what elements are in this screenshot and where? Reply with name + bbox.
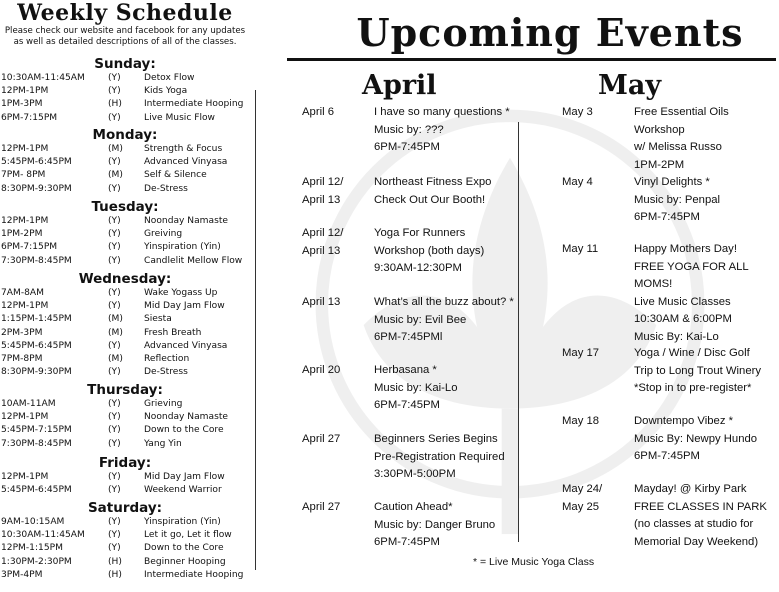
class-row [0,484,250,497]
class-row [0,398,250,411]
class-type: (Y) [108,543,121,554]
class-name: Fresh Breath [144,327,202,338]
class-name: Intermediate Hooping [144,99,244,110]
may-heading: May [598,70,662,101]
day-heading: Sunday: [94,56,156,72]
event-description: Yoga For Runners Workshop (both days) 9:30AM-12:30PM [374,227,485,274]
class-time: 7PM-8PM [1,354,43,364]
class-time: 5:45PM-6:45PM [1,340,72,351]
class-time: 8:30PM-9:30PM [1,367,72,378]
class-type: (Y) [108,216,121,226]
event-date: May 18 [562,415,600,427]
day-heading: Monday: [92,127,158,143]
class-type: (Y) [108,242,121,253]
class-row [0,569,250,582]
class-row [0,313,250,326]
event-date: May 4 [562,176,593,188]
class-row [0,241,250,254]
class-time: 10AM-11AM [1,399,56,409]
class-time: 12PM-1PM [1,472,49,482]
event-date: April 20 [302,364,341,376]
class-time: 6PM-7:15PM [1,242,58,253]
class-time: 5:45PM-7:15PM [1,425,72,436]
class-time: 7AM-8AM [1,288,44,298]
class-row [0,424,250,437]
event-date: April 6 [302,106,335,118]
class-name: Live Music Flow [144,112,215,123]
class-time: 1:15PM-1:45PM [1,314,72,325]
class-type: (M) [108,354,123,364]
class-row [0,98,250,111]
class-name: Wake Yogass Up [144,288,218,298]
class-row [0,85,250,98]
class-row [0,183,250,196]
class-name: Kids Yoga [144,86,188,97]
class-name: Down to the Core [144,543,224,554]
class-row [0,287,250,300]
april-heading: April [362,70,437,101]
class-time: 7PM- 8PM [1,170,46,181]
day-heading: Saturday: [87,500,163,516]
class-type: (Y) [108,472,121,482]
class-type: (H) [108,99,122,110]
class-type: (Y) [108,485,121,496]
class-row [0,529,250,542]
class-time: 12PM-1PM [1,301,49,312]
class-name: Beginner Hooping [144,556,226,567]
class-row [0,353,250,366]
class-time: 5:45PM-6:45PM [1,157,72,168]
class-row [0,169,250,182]
event-description: Beginners Series Begins Pre-Registration Required 3:30PM-5:00PM [374,433,505,480]
event-date: May 3 [562,106,593,118]
event-description: Caution Ahead* Music by: Danger Bruno 6PM-7:45PM [374,501,496,548]
footnote: * = Live Music Yoga Class [473,556,595,568]
day-heading: Tuesday: [91,199,159,215]
class-name: Noonday Namaste [144,412,229,423]
class-name: Candlelit Mellow Flow [144,255,243,266]
class-name: Greiving [144,229,183,240]
class-time: 1:30PM-2:30PM [1,556,72,567]
class-type: (M) [108,314,123,325]
class-time: 2PM-3PM [1,327,43,338]
event-description: Northeast Fitness Expo Check Out Our Booth! [374,176,492,206]
class-row [0,516,250,529]
class-type: (M) [108,144,123,154]
class-name: Down to the Core [144,425,224,436]
class-row [0,255,250,268]
class-name: Mid Day Jam Flow [144,301,225,312]
class-row [0,72,250,85]
class-name: Noonday Namaste [144,216,229,226]
class-type: (Y) [108,301,121,312]
event-description: Happy Mothers Day! FREE YOGA FOR ALL MOMS! Live Music Classes 10:30AM & 6:00PM Music By: Kai-Lo [634,243,749,343]
day-heading: Thursday: [87,382,163,398]
class-type: (Y) [108,438,121,449]
class-name: Weekend Warrior [144,485,222,496]
event-date: April 27 [302,501,341,513]
event-description: I have so many questions * Music by: ??? 6PM-7:45PM [374,106,510,153]
class-name: Detox Flow [144,73,195,83]
class-type: (Y) [108,157,121,168]
event-description: Free Essential Oils Workshop w/ Melissa Russo 1PM-2PM [634,106,729,171]
class-time: 5:45PM-6:45PM [1,485,72,496]
event-date: April 13 [302,296,341,308]
class-name: Self & Silence [144,170,207,181]
class-type: (Y) [108,73,121,83]
class-name: Yinspiration (Yin) [144,517,221,527]
class-name: Mid Day Jam Flow [144,472,225,482]
class-name: Intermediate Hooping [144,569,244,580]
class-type: (M) [108,327,123,338]
event-description: What’s all the buzz about? * Music by: Evil Bee 6PM-7:45PMl [374,296,514,343]
event-description: Yoga / Wine / Disc Golf Trip to Long Trout Winery *Stop in to pre-register* [634,347,762,394]
event-date: May 11 [562,243,599,255]
event-date: April 12/ April 13 [302,227,344,257]
event-date: May 17 [562,347,600,359]
class-type: (Y) [108,288,121,298]
class-row [0,327,250,340]
class-row [0,300,250,313]
class-time: 10:30AM-11:45AM [1,73,85,83]
class-row [0,556,250,569]
day-heading: Friday: [98,455,152,471]
title-divider [287,58,776,61]
class-type: (H) [108,556,122,567]
class-type: (Y) [108,86,121,97]
event-date: May 24/ May 25 [562,483,603,513]
class-name: De-Stress [144,183,188,194]
class-name: Yang Yin [144,438,182,449]
class-type: (Y) [108,517,121,527]
class-type: (Y) [108,183,121,194]
column-divider-middle [518,122,519,542]
class-type: (Y) [108,340,121,351]
class-type: (H) [108,569,122,580]
class-row [0,215,250,228]
event-description: Mayday! @ Kirby Park FREE CLASSES IN PARK (no classes at studio for Memorial Day Weekend) [634,483,767,548]
event-description: Vinyl Delights * Music by: Penpal 6PM-7:45PM [634,176,721,223]
class-row [0,471,250,484]
class-time: 12PM-1PM [1,412,49,423]
class-row [0,542,250,555]
class-type: (Y) [108,412,121,423]
class-time: 6PM-7:15PM [1,112,58,123]
class-row [0,366,250,379]
class-time: 12PM-1PM [1,86,49,97]
column-divider-left [255,90,256,570]
class-time: 10:30AM-11:45AM [1,530,85,541]
upcoming-events-title: Upcoming Events [356,10,744,55]
class-row [0,438,250,451]
class-row [0,411,250,424]
class-name: Strength & Focus [144,144,223,154]
class-time: 3PM-4PM [1,569,43,580]
event-date: April 27 [302,433,341,445]
class-time: 7:30PM-8:45PM [1,438,72,449]
class-name: De-Stress [144,367,188,378]
event-date: April 12/ April 13 [302,176,344,206]
class-name: Siesta [144,314,172,325]
event-description: Downtempo Vibez * Music By: Newpy Hundo 6PM-7:45PM [634,415,758,462]
class-time: 1PM-3PM [1,99,43,110]
class-name: Advanced Vinyasa [144,157,228,168]
class-time: 8:30PM-9:30PM [1,183,72,194]
class-name: Grieving [144,399,183,409]
class-row [0,340,250,353]
weekly-schedule-title: Weekly Schedule [17,0,233,26]
class-row [0,228,250,241]
class-time: 9AM-10:15AM [1,517,65,527]
class-row [0,156,250,169]
class-type: (Y) [108,112,121,123]
class-time: 7:30PM-8:45PM [1,255,72,266]
class-type: (Y) [108,530,121,541]
class-type: (Y) [108,229,121,240]
class-time: 12PM-1:15PM [1,543,63,554]
class-name: Reflection [144,354,190,364]
class-type: (Y) [108,399,121,409]
class-time: 12PM-1PM [1,144,49,154]
class-name: Let it go, Let it flow [144,530,232,541]
class-row [0,112,250,125]
class-type: (Y) [108,367,121,378]
class-time: 1PM-2PM [1,229,43,240]
class-type: (M) [108,170,123,181]
class-name: Yinspiration (Yin) [144,242,221,253]
class-type: (Y) [108,255,121,266]
class-time: 12PM-1PM [1,216,49,226]
class-row [0,143,250,156]
day-heading: Wednesday: [78,271,172,287]
class-type: (Y) [108,425,121,436]
weekly-schedule-subtitle: Please check our website and facebook for any updates as well as detailed descriptions of all of the classes. [4,26,246,47]
class-name: Advanced Vinyasa [144,340,228,351]
weekly-schedule [0,0,250,592]
event-description: Herbasana * Music by: Kai-Lo 6PM-7:45PM [374,364,458,411]
